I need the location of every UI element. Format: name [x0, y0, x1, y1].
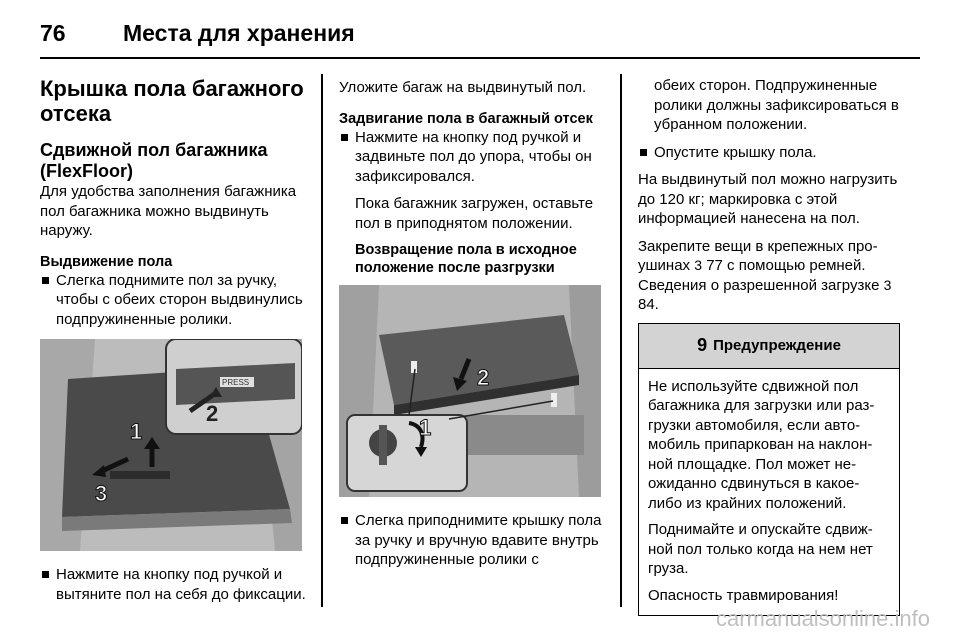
procedure-heading: Возвращение пола в исходное положение после разгрузки	[355, 242, 577, 276]
press-label: PRESS	[222, 378, 250, 387]
paragraph-with-references	[638, 237, 902, 315]
paragraph: Пока багажник загружен, оставьте пол в приподнятом положении.	[355, 195, 594, 232]
subsection-heading: Сдвижной пол багажника (FlexFloor)	[40, 140, 268, 181]
column-3	[638, 66, 902, 616]
paragraph: обеих сторон. Подпружиненные ролики должны зафиксироваться в убранном положении.	[654, 77, 899, 133]
page-number: 76	[40, 20, 66, 46]
page-title: Места для хранения	[123, 20, 355, 46]
section-heading: Крышка пола багажного отсека	[40, 76, 304, 126]
paragraph: Уложите багаж на выдвинутый пол.	[339, 79, 587, 96]
callout-1: 1	[130, 419, 143, 444]
warning-body	[639, 369, 899, 616]
ref-text: Закрепите вещи в крепежных проушинах	[638, 237, 878, 274]
header-rule	[40, 57, 920, 59]
column-1	[40, 66, 308, 604]
step-bullet: Нажмите на кнопку под ручкой и вытяните пол на себя до фиксации.	[40, 565, 308, 604]
step-bullet: Слегка приподнимите крышку пола за ручку и вручную вдавите внутрь подпружиненные ролики с	[339, 511, 607, 570]
warning-text: Поднимайте и опускайте сдвижной пол только когда на нем нет груза.	[648, 521, 873, 577]
warning-text: Опасность травмирования!	[648, 586, 839, 604]
warning-title: Предупреждение	[713, 337, 841, 354]
paragraph: На выдвинутый пол можно нагрузить до 120 кг; маркировка с этой информацией нанесена на пол.	[638, 171, 898, 227]
step-bullet: Нажмите на кнопку под ручкой и задвиньте пол до упора, чтобы он зафиксировался.	[339, 128, 607, 187]
page-reference-link[interactable]: 77 с помощью ремней. Сведения о разрешенной загрузке	[638, 257, 880, 294]
column-2	[339, 66, 607, 570]
page-reference-link[interactable]: 84.	[638, 296, 659, 313]
warning-text: Не используйте сдвижной пол багажника для загрузки или разгрузки автомобиля, если автомобиль припаркован на наклонной площадке. Пол может неожиданно сдвинуться в какое-либо из крайних положений.	[648, 377, 875, 512]
step-bullet: Опустите крышку пола.	[638, 143, 902, 163]
warning-triangle-icon: 9	[697, 335, 708, 355]
callout-1: 1	[419, 415, 432, 440]
warning-header	[639, 324, 899, 369]
column-divider	[321, 74, 323, 607]
page-reference-icon: 3	[694, 257, 703, 273]
figure-flexfloor-return	[339, 285, 601, 497]
callout-3: 3	[95, 481, 108, 506]
page-reference-icon: 3	[883, 276, 892, 293]
step-bullet: Слегка поднимите пол за ручку, чтобы с обеих сторон выдвинулись подпружиненные ролики.	[40, 271, 308, 330]
column-divider	[620, 74, 622, 607]
procedure-heading: Выдвижение пола	[40, 253, 173, 270]
procedure-heading: Задвигание пола в багажный отсек	[339, 110, 593, 127]
callout-2: 2	[206, 401, 219, 426]
callout-2: 2	[477, 365, 490, 390]
figure-flexfloor-extend	[40, 339, 302, 551]
warning-box	[638, 323, 900, 617]
page-header	[40, 14, 920, 58]
intro-paragraph: Для удобства заполнения багажника пол багажника можно выдвинуть наружу.	[40, 183, 297, 239]
watermark: carmanualsonline.info	[715, 606, 930, 631]
